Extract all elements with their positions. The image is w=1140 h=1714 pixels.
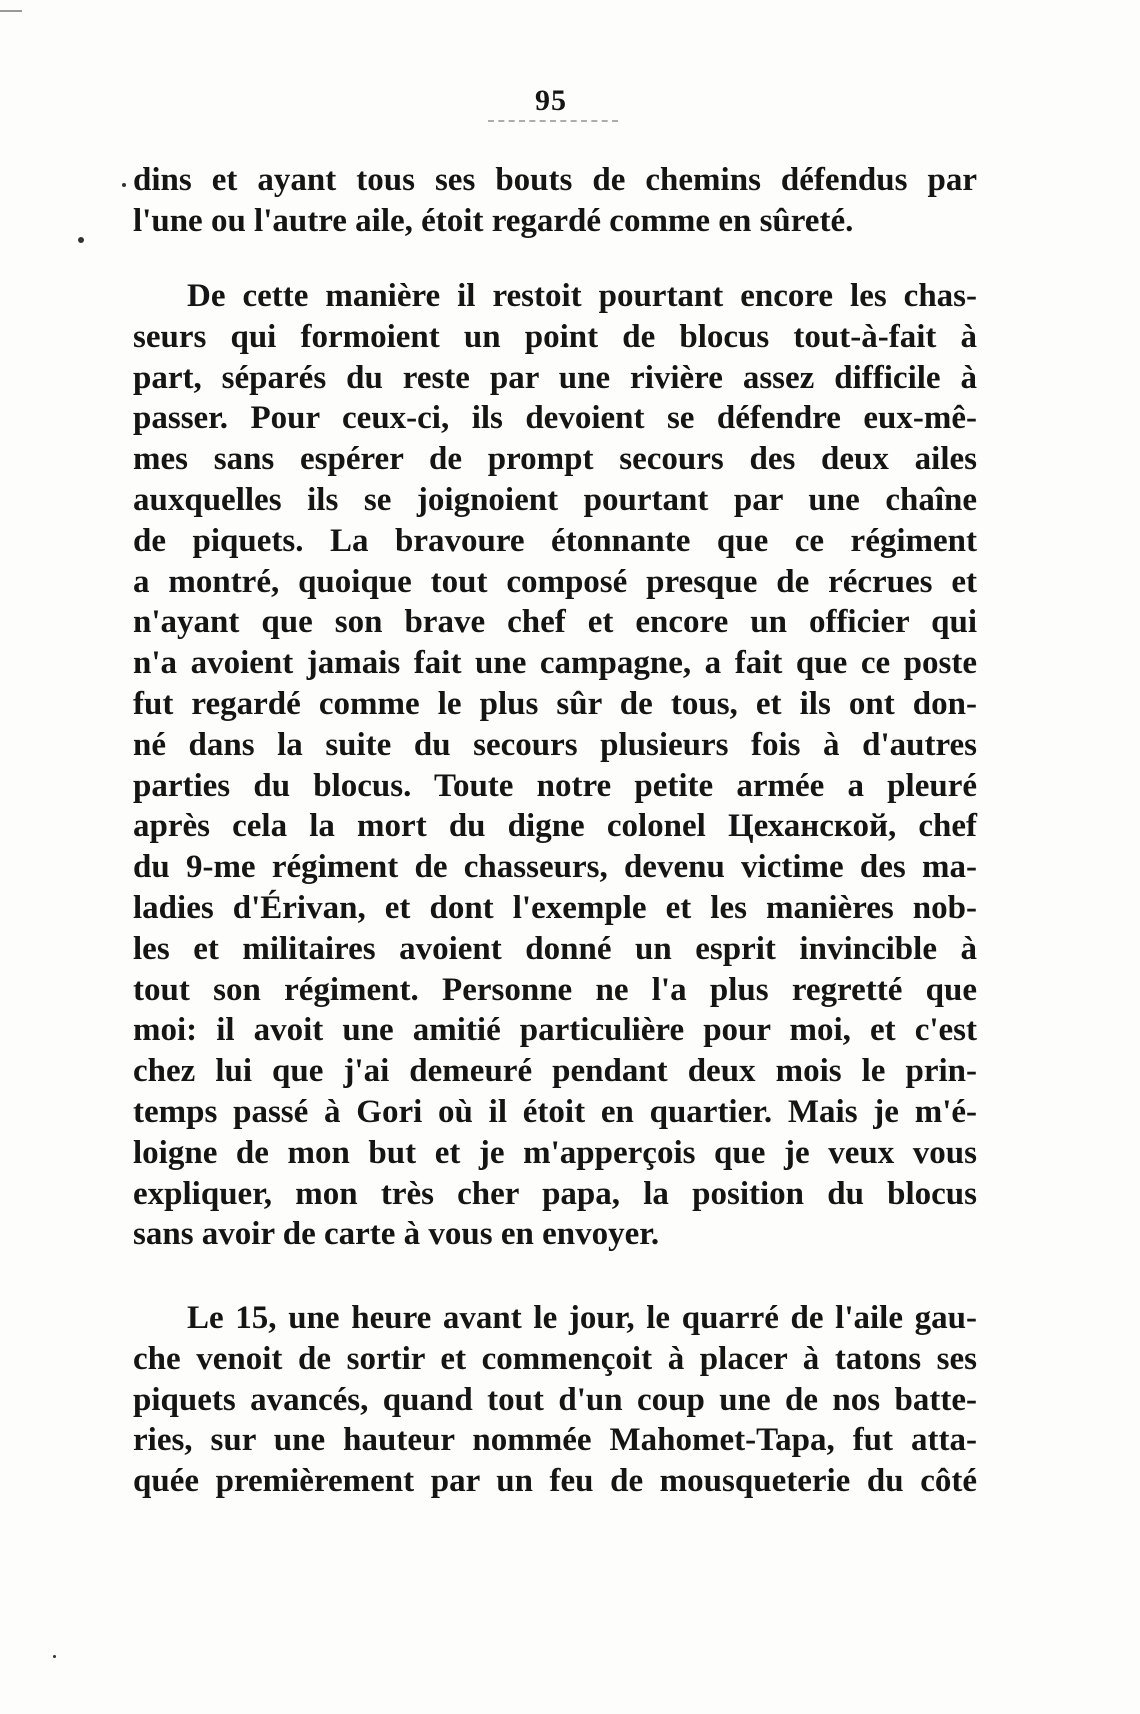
- text-line: De cette manière il restoit pourtant encore les chas-: [187, 278, 977, 314]
- text-line: piquets avancés, quand tout d'un coup une de nos batte-: [133, 1381, 977, 1418]
- text-line: mes sans espérer de prompt secours des deux ailes: [133, 441, 977, 478]
- text-line: che venoit de sortir et commençoit à placer à tatons ses: [133, 1340, 977, 1377]
- text-line: chez lui que j'ai demeuré pendant deux mois le prin-: [133, 1053, 977, 1090]
- text-line: quée premièrement par un feu de mousqueterie du côté: [133, 1463, 977, 1500]
- stray-ink-mark: [122, 183, 126, 187]
- text-line: n'ayant que son brave chef et encore un officier qui: [133, 604, 977, 641]
- text-line: moi: il avoit une amitié particulière pour moi, et c'est: [133, 1012, 977, 1049]
- text-line: fut regardé comme le plus sûr de tous, et ils ont don-: [133, 685, 977, 722]
- text-line: parties du blocus. Toute notre petite armée a pleuré: [133, 767, 977, 804]
- page-number: 95: [535, 84, 567, 117]
- text-line: dins et ayant tous ses bouts de chemins défendus par: [133, 162, 977, 198]
- text-line: après cela la mort du digne colonel Цеханской, chef: [133, 808, 977, 845]
- text-line: l'une ou l'autre aile, étoit regardé comme en sûreté.: [133, 202, 854, 239]
- paragraph-blockade: [133, 276, 977, 1255]
- text-line: Le 15, une heure avant le jour, le quarré de l'aile gau-: [187, 1300, 977, 1336]
- text-line: part, séparés du reste par une rivière assez difficile à: [133, 359, 977, 396]
- stray-ink-mark: [53, 1655, 56, 1658]
- stray-ink-mark: [78, 237, 84, 243]
- text-line: seurs qui formoient un point de blocus tout-à-fait à: [133, 318, 977, 355]
- text-line: expliquer, mon très cher papa, la position du blocus: [133, 1175, 977, 1212]
- paragraph-continuation: [133, 160, 977, 242]
- text-line: n'a avoient jamais fait une campagne, a fait que ce poste: [133, 645, 977, 682]
- text-line: loigne de mon but et je m'apperçois que je veux vous: [133, 1134, 977, 1171]
- text-line: temps passé à Gori où il étoit en quartier. Mais je m'é-: [133, 1093, 977, 1130]
- text-line: de piquets. La bravoure étonnante que ce régiment: [133, 522, 977, 559]
- text-line: a montré, quoique tout composé presque de récrues et: [133, 563, 977, 600]
- text-line: passer. Pour ceux-ci, ils devoient se défendre eux-mê-: [133, 400, 977, 437]
- page-edge-rule: [0, 10, 22, 12]
- text-line: les et militaires avoient donné un esprit invincible à: [133, 930, 977, 967]
- text-line: du 9-me régiment de chasseurs, devenu victime des ma-: [133, 849, 977, 886]
- page-number-ornament: [488, 120, 618, 128]
- text-line: ladies d'Érivan, et dont l'exemple et les manières nob-: [133, 889, 977, 926]
- text-line: auxquelles ils se joignoient pourtant par une chaîne: [133, 481, 977, 518]
- text-line: sans avoir de carte à vous en envoyer.: [133, 1216, 660, 1253]
- paragraph-attack: [133, 1298, 977, 1502]
- text-line: tout son régiment. Personne ne l'a plus regretté que: [133, 971, 977, 1008]
- text-line: né dans la suite du secours plusieurs fois à d'autres: [133, 726, 977, 763]
- text-line: ries, sur une hauteur nommée Mahomet-Tapa, fut atta-: [133, 1422, 977, 1459]
